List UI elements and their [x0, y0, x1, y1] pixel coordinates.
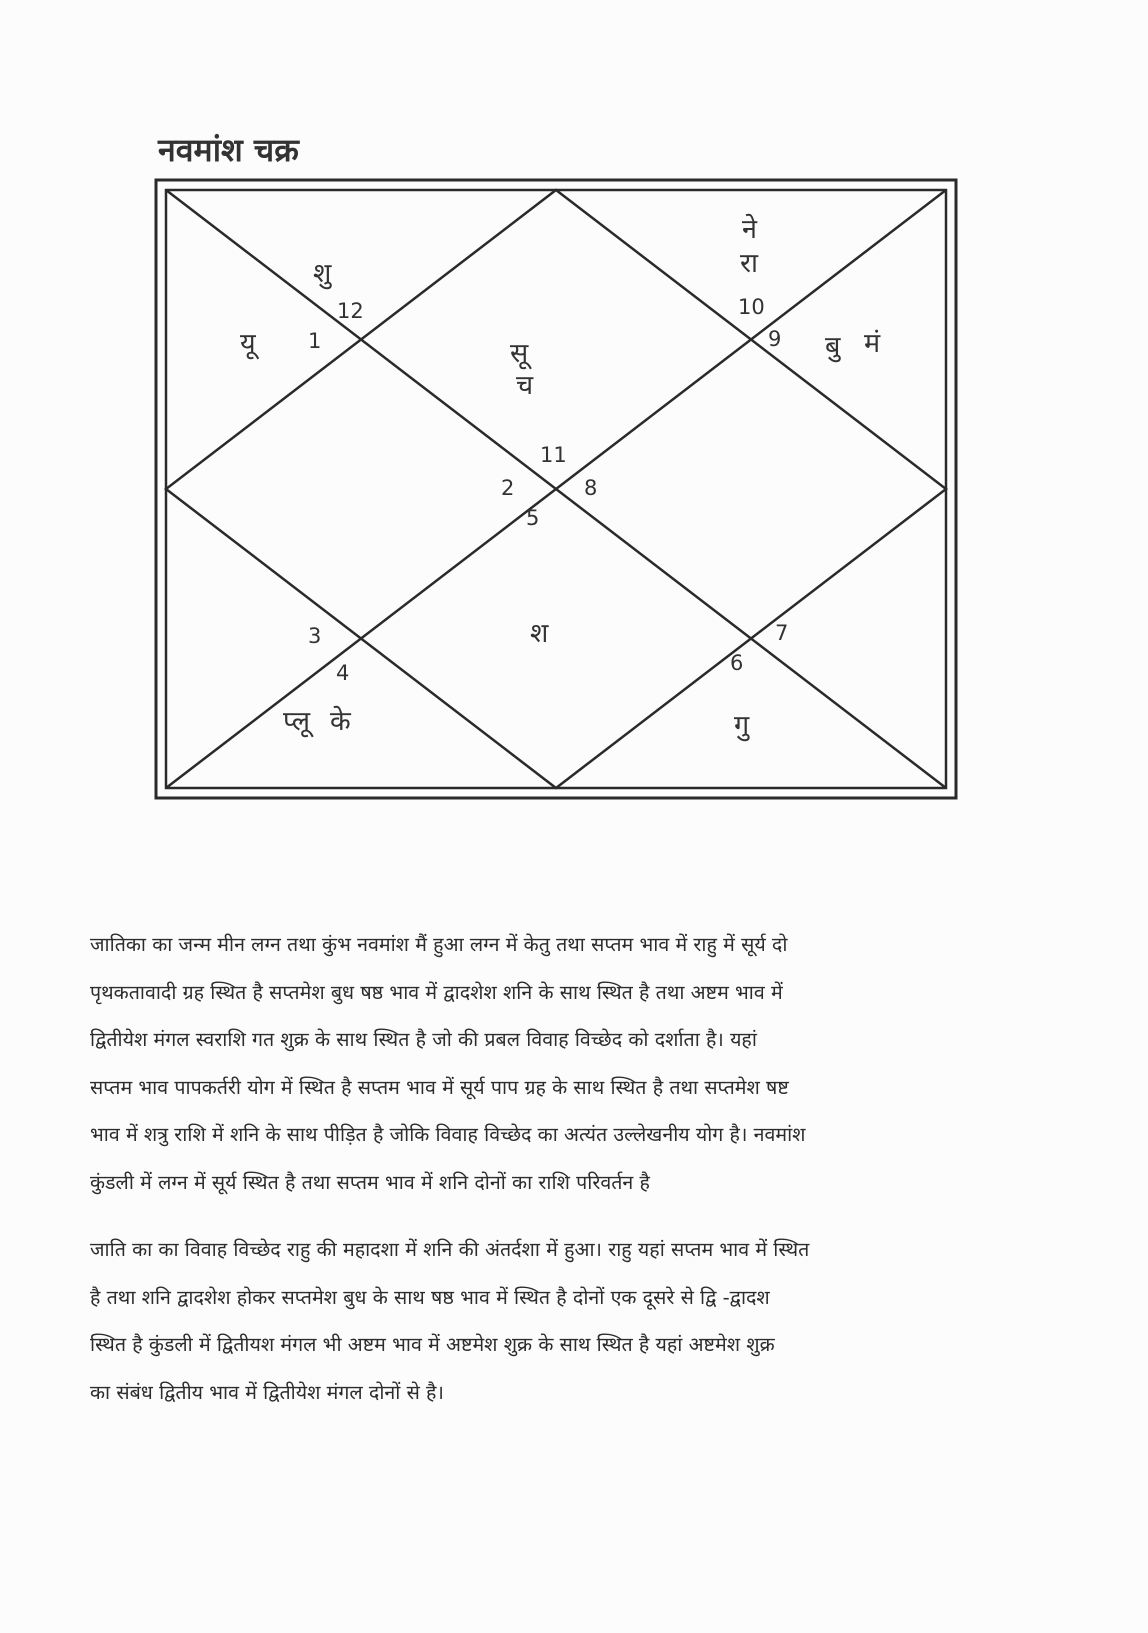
paragraph-line: कुंडली में लग्न में सूर्य स्थित है तथा सप्तम भाव में शनि दोनों का राशि परिवर्तन है [90, 1170, 650, 1194]
planet-uranus: यू [240, 328, 256, 359]
planet-budh: बु [825, 331, 841, 362]
house-number-9: 9 [768, 327, 782, 351]
paragraph-line: सप्तम भाव पापकर्तरी योग में स्थित है सप्तम भाव में सूर्य पाप ग्रह के साथ स्थित है तथा सप्तमेश षष्ट [90, 1075, 789, 1099]
paragraph-1 [90, 921, 1040, 1206]
house-number-4: 4 [336, 661, 350, 685]
house-number-1: 1 [308, 329, 322, 353]
chart-title: नवमांश चक्र [158, 131, 299, 169]
house-number-7: 7 [775, 621, 789, 645]
house-number-6: 6 [730, 651, 744, 675]
house-number-10: 10 [738, 295, 765, 319]
planet-rahu: रा [740, 248, 759, 279]
paragraph-line: द्वितीयेश मंगल स्वराशि गत शुक्र के साथ स्थित है जो की प्रबल विवाह विच्छेद को दर्शाता है। यहां [90, 1028, 757, 1051]
paragraph-line: जाति का का विवाह विच्छेद राहु की महादशा में शनि की अंतर्दशा में हुआ। राहु यहां सप्तम भाव में स्थित [90, 1238, 810, 1261]
planet-ketu: के [330, 706, 351, 737]
paragraph-line: है तथा शनि द्वादशेश होकर सप्तमेश बुध के साथ षष्ठ भाव में स्थित है दोनों एक दूसरे से द्वि -द्वादश [90, 1285, 770, 1309]
house-number-3: 3 [308, 624, 322, 648]
planet-mangal: मं [864, 328, 881, 359]
planet-guru: गु [734, 710, 750, 741]
paragraph-line: स्थित है कुंडली में द्वितीयश मंगल भी अष्टम भाव में अष्टमेश शुक्र के साथ स्थित है यहां अष्टमेश शुक्र [90, 1333, 775, 1356]
planet-pluto: प्लू [283, 706, 311, 737]
paragraph-line: पृथकतावादी ग्रह स्थित है सप्तमेश बुध षष्ठ भाव में द्वादशेश शनि के साथ स्थित है तथा अष्टम भाव में [90, 980, 783, 1004]
planet-shani: श [530, 618, 549, 649]
house-number-5: 5 [526, 506, 540, 530]
planet-surya: सू [510, 338, 529, 369]
house-number-2: 2 [501, 476, 515, 500]
planet-neptune: ने [742, 214, 757, 245]
paragraph-2 [90, 1226, 1040, 1416]
house-number-11: 11 [540, 443, 567, 467]
planet-chandra: च [516, 370, 534, 401]
paragraph-line: भाव में शत्रु राशि में शनि के साथ पीड़ित है जोकि विवाह विच्छेद का अत्यंत उल्लेखनीय योग है। नवमांश [90, 1123, 806, 1146]
house-number-8: 8 [584, 476, 598, 500]
paragraph-line: का संबंध द्वितीय भाव में द्वितीयेश मंगल दोनों से है। [90, 1380, 444, 1404]
paragraph-line: जातिका का जन्म मीन लग्न तथा कुंभ नवमांश मैं हुआ लग्न में केतु तथा सप्तम भाव में राहु में सूर्य दो [90, 933, 788, 956]
planet-shukra: शु [313, 258, 332, 289]
house-number-12: 12 [337, 299, 364, 323]
